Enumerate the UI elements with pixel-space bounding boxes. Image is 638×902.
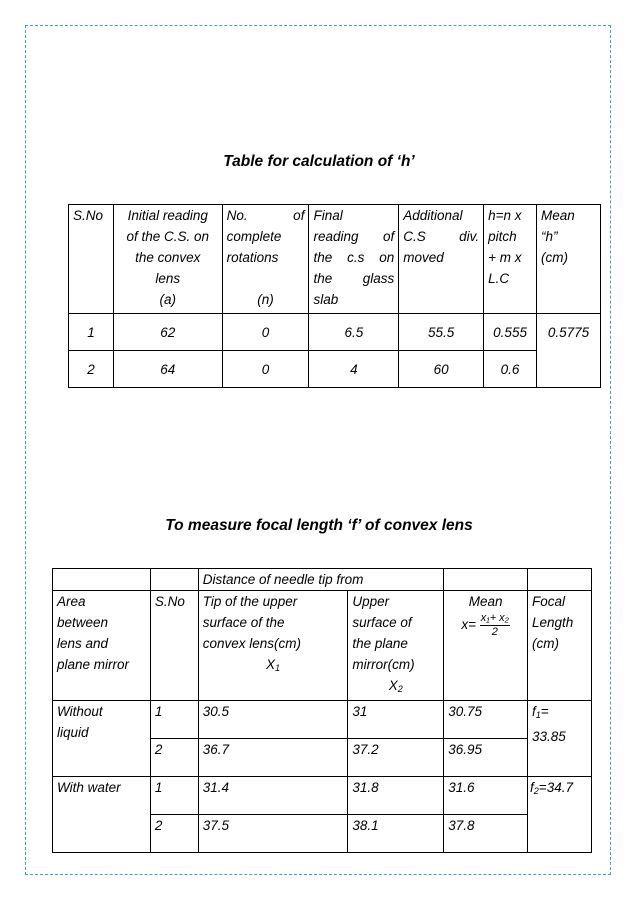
header-mean: Mean x= $\frac{\text{x₁+ x₂}}{2}$: [444, 591, 528, 701]
header-final-reading: Final reading of the c.s on the glass slab: [309, 205, 399, 314]
table-row: [69, 314, 601, 351]
cell-sno: 2: [150, 739, 198, 777]
cell-x1: 30.5: [198, 701, 348, 739]
header-sno: S.No: [69, 205, 114, 314]
cell-x1: 31.4: [198, 777, 348, 815]
header-sno-top: [150, 569, 198, 591]
mean-formula: $\frac{\text{x₁+ x₂}}{2}$: [480, 612, 509, 638]
cell-sno: 1: [69, 314, 114, 351]
cell-x1: 36.7: [198, 739, 348, 777]
header-sno: S.No: [150, 591, 198, 701]
header-distance-group: Distance of needle tip from: [198, 569, 443, 591]
cell-rotations: 0: [222, 314, 309, 351]
table1-title: Table for calculation of ‘h’: [223, 153, 415, 170]
cell-x2: 31.8: [348, 777, 444, 815]
cell-h: 0.555: [484, 314, 537, 351]
header-area: Area between lens and plane mirror: [53, 591, 151, 701]
cell-rotations: 0: [222, 351, 309, 388]
table1-header-row: [69, 205, 601, 314]
cell-initial: 62: [113, 314, 222, 351]
cell-sno: 2: [69, 351, 114, 388]
cell-x2: 31: [348, 701, 444, 739]
focal-length-table: [52, 568, 592, 853]
cell-sno: 1: [150, 701, 198, 739]
cell-final: 4: [309, 351, 399, 388]
header-additional-div: Additional C.S div. moved: [399, 205, 484, 314]
header-x1: Tip of the upper surface of the convex lens(cm) $X_1$: [198, 591, 348, 701]
cell-initial: 64: [113, 351, 222, 388]
header-initial-reading: Initial reading of the C.S. on the convex lens (a): [113, 205, 222, 314]
cell-mean: 30.75: [444, 701, 528, 739]
table-row: [69, 351, 601, 388]
cell-mean: 31.6: [444, 777, 528, 815]
header-mean-top: [444, 569, 528, 591]
cell-focal-length-2: $f_2=34.7$: [528, 777, 592, 853]
header-area-top: [53, 569, 151, 591]
h-calculation-table: [68, 204, 601, 388]
table2-group-header-row: [53, 569, 592, 591]
cell-mean-h: 0.5775: [537, 314, 601, 388]
group-label-with-water: With water: [53, 777, 151, 853]
header-focal-top: [528, 569, 592, 591]
cell-x2: 38.1: [348, 815, 444, 853]
table2-header-row: [53, 591, 592, 701]
cell-x2: 37.2: [348, 739, 444, 777]
header-focal-length: Focal Length (cm): [528, 591, 592, 701]
header-complete-rotations: No. of complete rotations (n): [222, 205, 309, 314]
header-h-formula: h=n x pitch + m x L.C: [484, 205, 537, 314]
cell-final: 6.5: [309, 314, 399, 351]
cell-mean: 37.8: [444, 815, 528, 853]
cell-mean: 36.95: [444, 739, 528, 777]
group-label-without-liquid: Without liquid: [53, 701, 151, 777]
cell-additional: 55.5: [399, 314, 484, 351]
header-mean-h: Mean “h” (cm): [537, 205, 601, 314]
cell-sno: 2: [150, 815, 198, 853]
cell-x1: 37.5: [198, 815, 348, 853]
cell-focal-length-1: $f_1=$ 33.85: [528, 701, 592, 777]
cell-sno: 1: [150, 777, 198, 815]
cell-additional: 60: [399, 351, 484, 388]
header-x2: Upper surface of the plane mirror(cm) $X_2$: [348, 591, 444, 701]
table-row: [53, 777, 592, 815]
table-row: [53, 701, 592, 739]
cell-h: 0.6: [484, 351, 537, 388]
table2-title: To measure focal length ‘f’ of convex lens: [165, 517, 473, 534]
